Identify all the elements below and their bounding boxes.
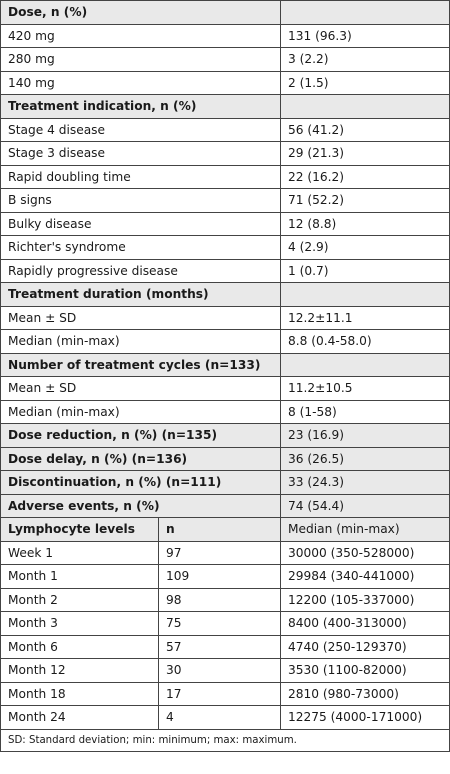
table-row <box>1 541 450 565</box>
table-row <box>1 635 450 659</box>
row-value: 71 (52.2) <box>281 189 450 213</box>
row-value: 2 (1.5) <box>281 71 450 95</box>
row-n: 17 <box>159 682 281 706</box>
row-n: 75 <box>159 612 281 636</box>
row-median: 29984 (340-441000) <box>281 565 450 589</box>
section-header-duration <box>1 283 450 307</box>
row-label: Stage 4 disease <box>1 118 281 142</box>
summary-row-discontinuation <box>1 471 450 495</box>
table-row <box>1 165 450 189</box>
row-value: 56 (41.2) <box>281 118 450 142</box>
row-label: Richter's syndrome <box>1 236 281 260</box>
section-header-label: Dose, n (%) <box>1 1 281 25</box>
table-footnote: SD: Standard deviation; min: minimum; max: maximum. <box>1 729 450 751</box>
row-label: Median (min-max) <box>1 400 281 424</box>
footnote-row <box>1 729 450 751</box>
summary-label: Adverse events, n (%) <box>1 494 281 518</box>
row-value: 3 (2.2) <box>281 48 450 72</box>
row-median: 12200 (105-337000) <box>281 588 450 612</box>
row-median: 3530 (1100-82000) <box>281 659 450 683</box>
row-label: 420 mg <box>1 24 281 48</box>
row-value: 8.8 (0.4-58.0) <box>281 330 450 354</box>
row-n: 30 <box>159 659 281 683</box>
row-value: 4 (2.9) <box>281 236 450 260</box>
summary-value: 36 (26.5) <box>281 447 450 471</box>
table-row <box>1 706 450 730</box>
row-label: Stage 3 disease <box>1 142 281 166</box>
row-label: Rapid doubling time <box>1 165 281 189</box>
row-label: 280 mg <box>1 48 281 72</box>
table-row <box>1 588 450 612</box>
row-value: 8 (1-58) <box>281 400 450 424</box>
row-n: 57 <box>159 635 281 659</box>
row-median: 4740 (250-129370) <box>281 635 450 659</box>
table-row <box>1 682 450 706</box>
table-row <box>1 118 450 142</box>
row-label: Week 1 <box>1 541 159 565</box>
table-row <box>1 259 450 283</box>
table-row <box>1 659 450 683</box>
row-median: 12275 (4000-171000) <box>281 706 450 730</box>
summary-row-dose-reduction <box>1 424 450 448</box>
section-header-cycles <box>1 353 450 377</box>
table-row <box>1 189 450 213</box>
row-value: 131 (96.3) <box>281 24 450 48</box>
row-value: 29 (21.3) <box>281 142 450 166</box>
row-label: Rapidly progressive disease <box>1 259 281 283</box>
row-label: Mean ± SD <box>1 377 281 401</box>
table-row <box>1 71 450 95</box>
row-median: 30000 (350-528000) <box>281 541 450 565</box>
section-header-label: Treatment duration (months) <box>1 283 281 307</box>
table-row <box>1 212 450 236</box>
section-header-dose <box>1 1 450 25</box>
section-header-value <box>281 1 450 25</box>
row-median: 8400 (400-313000) <box>281 612 450 636</box>
lymphocyte-col-median: Median (min-max) <box>281 518 450 542</box>
table-row <box>1 48 450 72</box>
summary-label: Dose delay, n (%) (n=136) <box>1 447 281 471</box>
summary-label: Discontinuation, n (%) (n=111) <box>1 471 281 495</box>
table-row <box>1 377 450 401</box>
row-label: Month 24 <box>1 706 159 730</box>
row-n: 97 <box>159 541 281 565</box>
table-row <box>1 142 450 166</box>
summary-value: 33 (24.3) <box>281 471 450 495</box>
row-n: 4 <box>159 706 281 730</box>
row-n: 98 <box>159 588 281 612</box>
section-header-value <box>281 353 450 377</box>
row-label: Month 3 <box>1 612 159 636</box>
row-label: Bulky disease <box>1 212 281 236</box>
row-value: 22 (16.2) <box>281 165 450 189</box>
table-row <box>1 236 450 260</box>
row-label: Month 18 <box>1 682 159 706</box>
row-label: 140 mg <box>1 71 281 95</box>
row-label: Median (min-max) <box>1 330 281 354</box>
section-header-indication <box>1 95 450 119</box>
summary-label: Dose reduction, n (%) (n=135) <box>1 424 281 448</box>
table-row <box>1 565 450 589</box>
summary-row-dose-delay <box>1 447 450 471</box>
row-label: Mean ± SD <box>1 306 281 330</box>
summary-value: 74 (54.4) <box>281 494 450 518</box>
lymphocyte-col-label: Lymphocyte levels <box>1 518 159 542</box>
section-header-label: Treatment indication, n (%) <box>1 95 281 119</box>
row-value: 11.2±10.5 <box>281 377 450 401</box>
row-label: Month 6 <box>1 635 159 659</box>
summary-row-adverse-events <box>1 494 450 518</box>
row-value: 12 (8.8) <box>281 212 450 236</box>
section-header-label: Number of treatment cycles (n=133) <box>1 353 281 377</box>
lymphocyte-col-n: n <box>159 518 281 542</box>
section-header-value <box>281 283 450 307</box>
lymphocyte-header-row <box>1 518 450 542</box>
row-label: Month 1 <box>1 565 159 589</box>
row-label: Month 12 <box>1 659 159 683</box>
row-n: 109 <box>159 565 281 589</box>
row-label: Month 2 <box>1 588 159 612</box>
table-row <box>1 330 450 354</box>
row-value: 1 (0.7) <box>281 259 450 283</box>
row-value: 12.2±11.1 <box>281 306 450 330</box>
table-row <box>1 612 450 636</box>
table-row <box>1 400 450 424</box>
section-header-value <box>281 95 450 119</box>
table-row <box>1 306 450 330</box>
row-median: 2810 (980-73000) <box>281 682 450 706</box>
table-row <box>1 24 450 48</box>
summary-value: 23 (16.9) <box>281 424 450 448</box>
row-label: B signs <box>1 189 281 213</box>
